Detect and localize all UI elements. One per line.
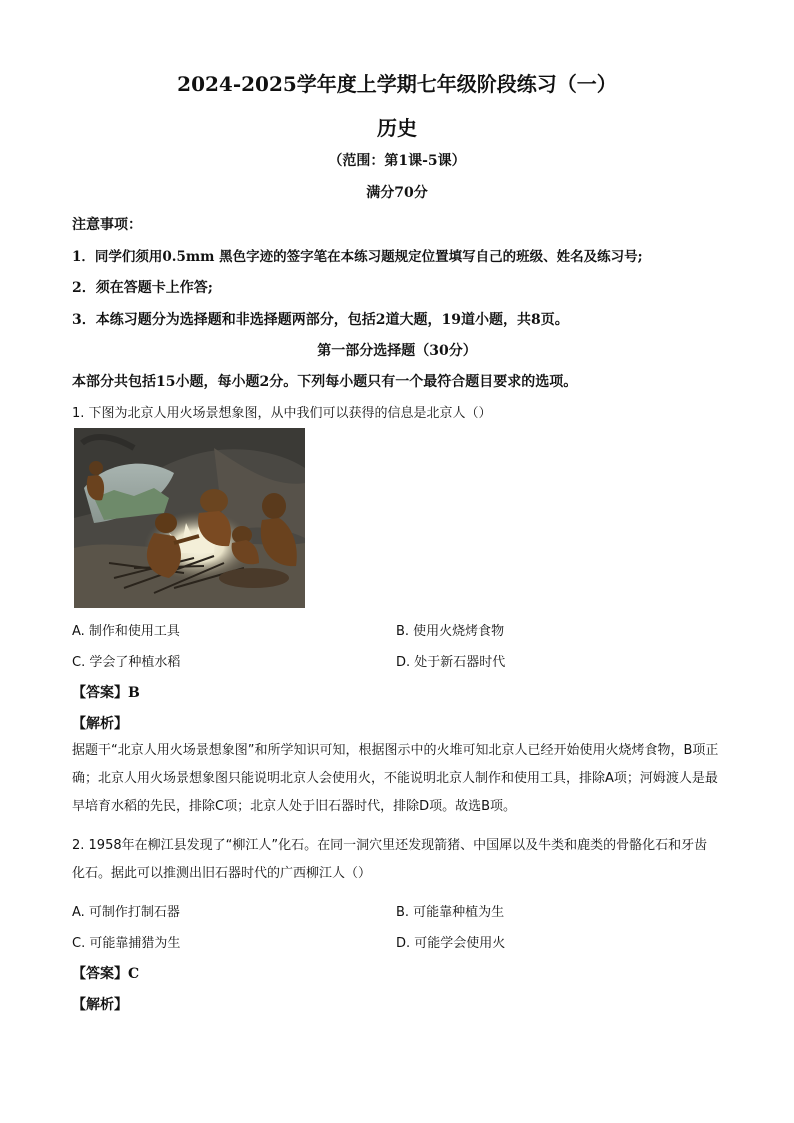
question-1-option-d: D. 处于新石器时代 [396, 655, 506, 670]
question-1-option-b: B. 使用火烧烤食物 [396, 624, 505, 639]
question-2-option-b: B. 可能靠种植为生 [396, 905, 505, 920]
section-instruction: 本部分共包括15小题，每小题2分。下列每小题只有一个最符合题目要求的选项。 [72, 374, 578, 390]
question-2-stem: 2. 1958年在柳江县发现了“柳江人”化石。在同一洞穴里还发现箭猪、中国犀以及牛类和鹿类的骨骼化石和牙齿化石。据此可以推测出旧石器时代的广西柳江人（） [72, 838, 708, 881]
question-1-option-c: C. 学会了种植水稻 [72, 655, 181, 670]
answer-value: C [128, 966, 140, 982]
note-item-1: 1．同学们须用0.5mm 黑色字迹的签字笔在本练习题规定位置填写自己的班级、姓名及练习号; [72, 249, 643, 265]
notes-heading: 注意事项： [72, 217, 142, 233]
peking-man-fire-illustration [74, 428, 305, 608]
section-title: 第一部分选择题（30分） [317, 343, 477, 359]
question-1-analysis: 据题干“北京人用火场景想象图”和所学知识可知，根据图示中的火堆可知北京人已经开始使用火烧烤食物，B项正确；北京人用火场景想象图只能说明北京人会使用火，不能说明北京人制作和使用工具，排除A项；河姆渡人是最早培育水稻的先民，排除C项；北京人处于旧石器时代，排除D项。故选B项。 [72, 743, 719, 814]
question-2-option-a: A. 可制作打制石器 [72, 905, 180, 920]
answer-label: 【答案】 [72, 685, 128, 701]
full-score: 满分70分 [366, 185, 428, 201]
exam-title: 2024-2025学年度上学期七年级阶段练习（一） [177, 72, 617, 96]
question-1-option-a: A. 制作和使用工具 [72, 624, 180, 639]
question-1-answer [72, 682, 140, 702]
question-1-analysis-label: 【解析】 [72, 716, 128, 732]
answer-value: B [128, 685, 140, 701]
question-2-answer [72, 963, 139, 983]
answer-label: 【答案】 [72, 966, 128, 982]
question-2-option-c: C. 可能靠捕猎为生 [72, 936, 181, 951]
question-2-option-d: D. 可能学会使用火 [396, 936, 506, 951]
question-1-stem: 1. 下图为北京人用火场景想象图，从中我们可以获得的信息是北京人（） [72, 406, 492, 421]
note-item-3: 3．本练习题分为选择题和非选择题两部分，包括2道大题，19道小题，共8页。 [72, 312, 569, 328]
exam-range: （范围：第1课-5课） [328, 153, 466, 169]
subject-title: 历史 [377, 116, 417, 140]
note-item-2: 2．须在答题卡上作答; [72, 280, 213, 296]
question-2-analysis-label: 【解析】 [72, 997, 128, 1013]
